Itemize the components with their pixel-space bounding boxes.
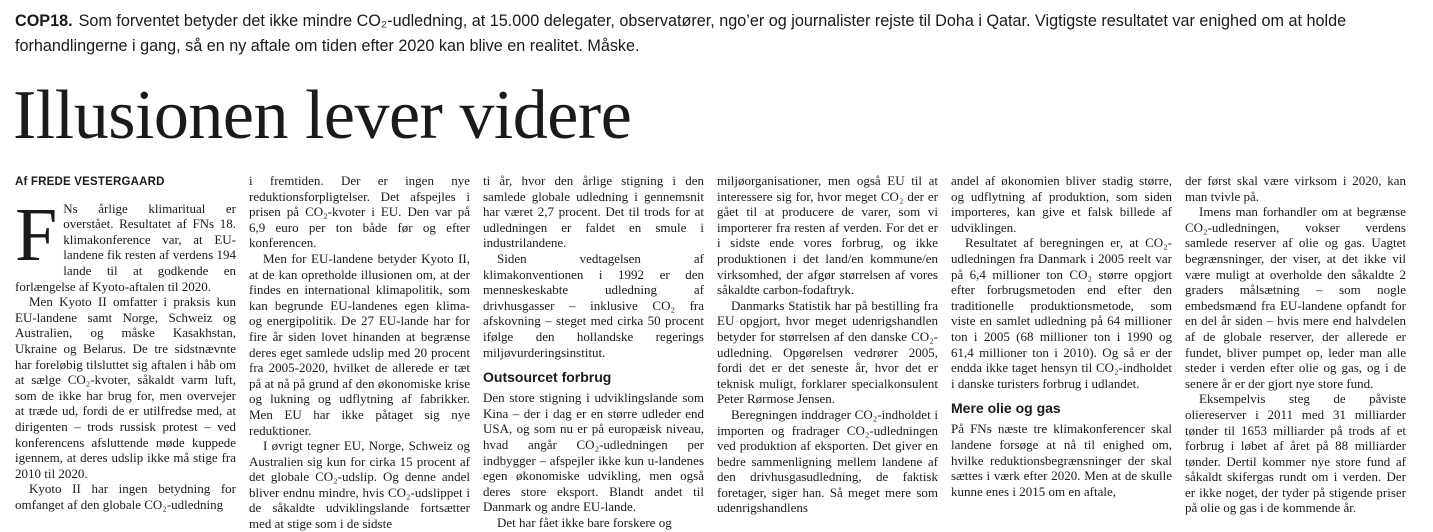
article-column-1 [15, 173, 236, 522]
article-column-3 [483, 173, 704, 530]
article-column-6 [1185, 173, 1406, 522]
paragraph: Imens man forhandler om at begrænse CO₂-udledningen, vokser verdens samlede reserver af olie og gas. Uagtet begrænsninger, der viser, at det ikke vil være muligt at overholde den såkaldte 2 graders målsætning – som nogle embedsmænd fra EU-landene opfandt for en del år siden – hvis mere end halvdelen af de globale reserver, der allerede er fundet, bliver pumpet op, leder man alle steder i verden efter olie og gas, og i de senere år er der gjort nye store fund. [1185, 204, 1406, 391]
paragraph: Danmarks Statistik har på bestilling fra EU opgjort, hvor meget udenrigshandlen betyder for størrelsen af den danske CO₂-udledning. Opgørelsen vedrører 2005, fordi det er det seneste år, hvor det er teknisk muligt, forklarer specialkonsulent Peter Rørmose Jensen. [717, 297, 938, 407]
paragraph: Men for EU-landene betyder Kyoto II, at de kan opretholde illusionen om, at der findes en international klimapolitik, som kan begrunde EU-landenes egen klima- og energipolitik. De 27 EU-lande har for fire år siden lovet hinanden at begrænse deres eget samlede udslip med 20 procent fra 2005-2020, hvilket de allerede er tæt på at nå på grund af den økonomiske krise og lukning og udflytning af fabrikker. Men EU har ikke påtaget sig nye reduktioner. [249, 250, 470, 438]
paragraph: Det har fået ikke bare forskere og [497, 514, 672, 530]
paragraph: ti år, hvor den årlige stigning i den samlede globale udledning i gennemsnit har været 2,7 procent. Det til trods for at udledningen er faldet en smule i industrilandene. [483, 173, 704, 251]
paragraph: Siden vedtagelsen af klimakonventionen i 1992 er den menneskeskabte udledning af drivhusgasser – inklusive CO₂ fra afskovning – steget med cirka 50 procent ifølge den hollandske regerings miljøvurderingsinstitut. [483, 250, 704, 360]
paragraph: I øvrigt tegner EU, Norge, Schweiz og Australien sig kun for cirka 15 procent af det globale CO₂-udslip. Og denne andel bliver endnu mindre, hvis CO₂-udslippet i de såkaldte udviklingslande fortsætter med at stige som i de sidste [249, 438, 470, 532]
lead-text: Som forventet betyder det ikke mindre CO₂-udledning, at 15.000 delegater, observatører, ngo’er og journalister rejste til Doha i Qatar. Vigtigste resultatet var enighed om at holde forhandlingerne i gang, så en ny aftale om tiden efter 2020 kan blive en realitet. Måske. [15, 12, 1347, 55]
drop-cap: F [15, 192, 58, 277]
paragraph: der først skal være virksom i 2020, kan man tvivle på. [1185, 173, 1406, 204]
subheading: Outsourcet forbrug [483, 369, 612, 386]
paragraph: Beregningen inddrager CO₂-indholdet i importen og fradrager CO₂-udledningen ved produktion af eksporten. Det giver en bedre sammenligning mellem landene af den drivhusgasudledning, de faktisk foretager, siger han. Så meget mere som udenrigshandlens [717, 406, 938, 516]
byline: Af FREDE VESTERGAARD [15, 176, 165, 188]
lead-label: COP18. [15, 12, 73, 30]
article-column-4 [717, 173, 938, 522]
lead-paragraph [15, 9, 1420, 59]
paragraph: miljøorganisationer, men også EU til at interessere sig for, hvor meget CO₂ der er gået til at producere de varer, som vi importerer fra resten af verden. For det er i sidste ende vores forbrug, og ikke produktionen i det land/en kommune/en virksomhed, der afgør størrelsen af vores såkaldte carbon-fodaftryk. [717, 173, 938, 298]
paragraph: Den store stigning i udviklingslande som Kina – der i dag er en større udleder end USA, og som nu er på europæisk niveau, hvad angår CO₂-udledningen per indbygger – afspejler ikke kun u-landenes egen økonomiske udvikling, men også deres store eksport. Blandt andet til Danmark og andre EU-lande. [483, 390, 704, 515]
paragraph: andel af økonomien bliver stadig større, og udflytning af produktion, som siden importeres, kan give et falsk billede af udviklingen. [951, 173, 1172, 235]
article-column-2 [249, 173, 470, 532]
paragraph: Resultatet af beregningen er, at CO₂-udledningen fra Danmark i 2005 reelt var på 6,4 millioner ton CO₂ større opgjort efter forbrugsmetoden end efter den traditionelle produktionsmetode, som viste en samlet udledning på 64 millioner ton i 2005 (68 millioner ton i 1990 og 61,4 millioner ton i 2010). Og så er der endda ikke taget hensyn til CO₂-indholdet i danske turisters forbrug i udlandet. [951, 235, 1172, 391]
paragraph: På FNs næste tre klimakonferencer skal landene forsøge at nå til enighed om, hvilke reduktionsbegrænsninger der skal sættes i værk efter 2020. Men at de skulle kunne enes i 2015 om en aftale, [951, 421, 1172, 499]
article-column-5 [951, 173, 1172, 522]
paragraph: Eksempelvis steg de påviste oliereserver i 2011 med 31 milliarder tønder til 1653 milliarder på trods af et forbrug i løbet af året på 88 milliarder tønder. Dertil kommer nye store fund af såkaldt skifergas rundt om i verden. Der er ikke noget, der tyder på stigende priser på olie og gas i de kommende år. [1185, 391, 1406, 516]
article-headline: Illusionen lever videre [13, 77, 632, 154]
paragraph: Men Kyoto II omfatter i praksis kun EU-landene samt Norge, Schweiz og Australien, og måske Kasakhstan, Ukraine og Belarus. De tre sidstnævnte har foreløbig tilsluttet sig aftalen i håb om at sælge CO₂-kvoter, såkaldt varm luft, som de ikke har brug for, men overvejer at træde ud, fordi de er utilfredse med, at dirigenten – trods russisk protest – ved konferencens afsluttende møde kuppede igennem, at deres udslip ikke må stige fra 2010 til 2020. [15, 294, 236, 481]
subheading: Mere olie og gas [951, 400, 1061, 417]
paragraph: i fremtiden. Der er ingen nye reduktionsforpligtelser. Det afspejles i prisen på CO₂-kvoter i EU. Den var på 6,9 euro per ton både før og efter konferencen. [249, 173, 470, 251]
first-paragraph: F Ns årlige klimaritual er overstået. Resultatet af FNs 18. klimakonference var, at EU-landene fik resten af verdens 194 lande til at godkende en forlængelse af Kyoto-aftalen til 2020. [15, 192, 236, 294]
paragraph: Kyoto II har ingen betydning for omfanget af den globale CO₂-udledning [15, 481, 236, 512]
